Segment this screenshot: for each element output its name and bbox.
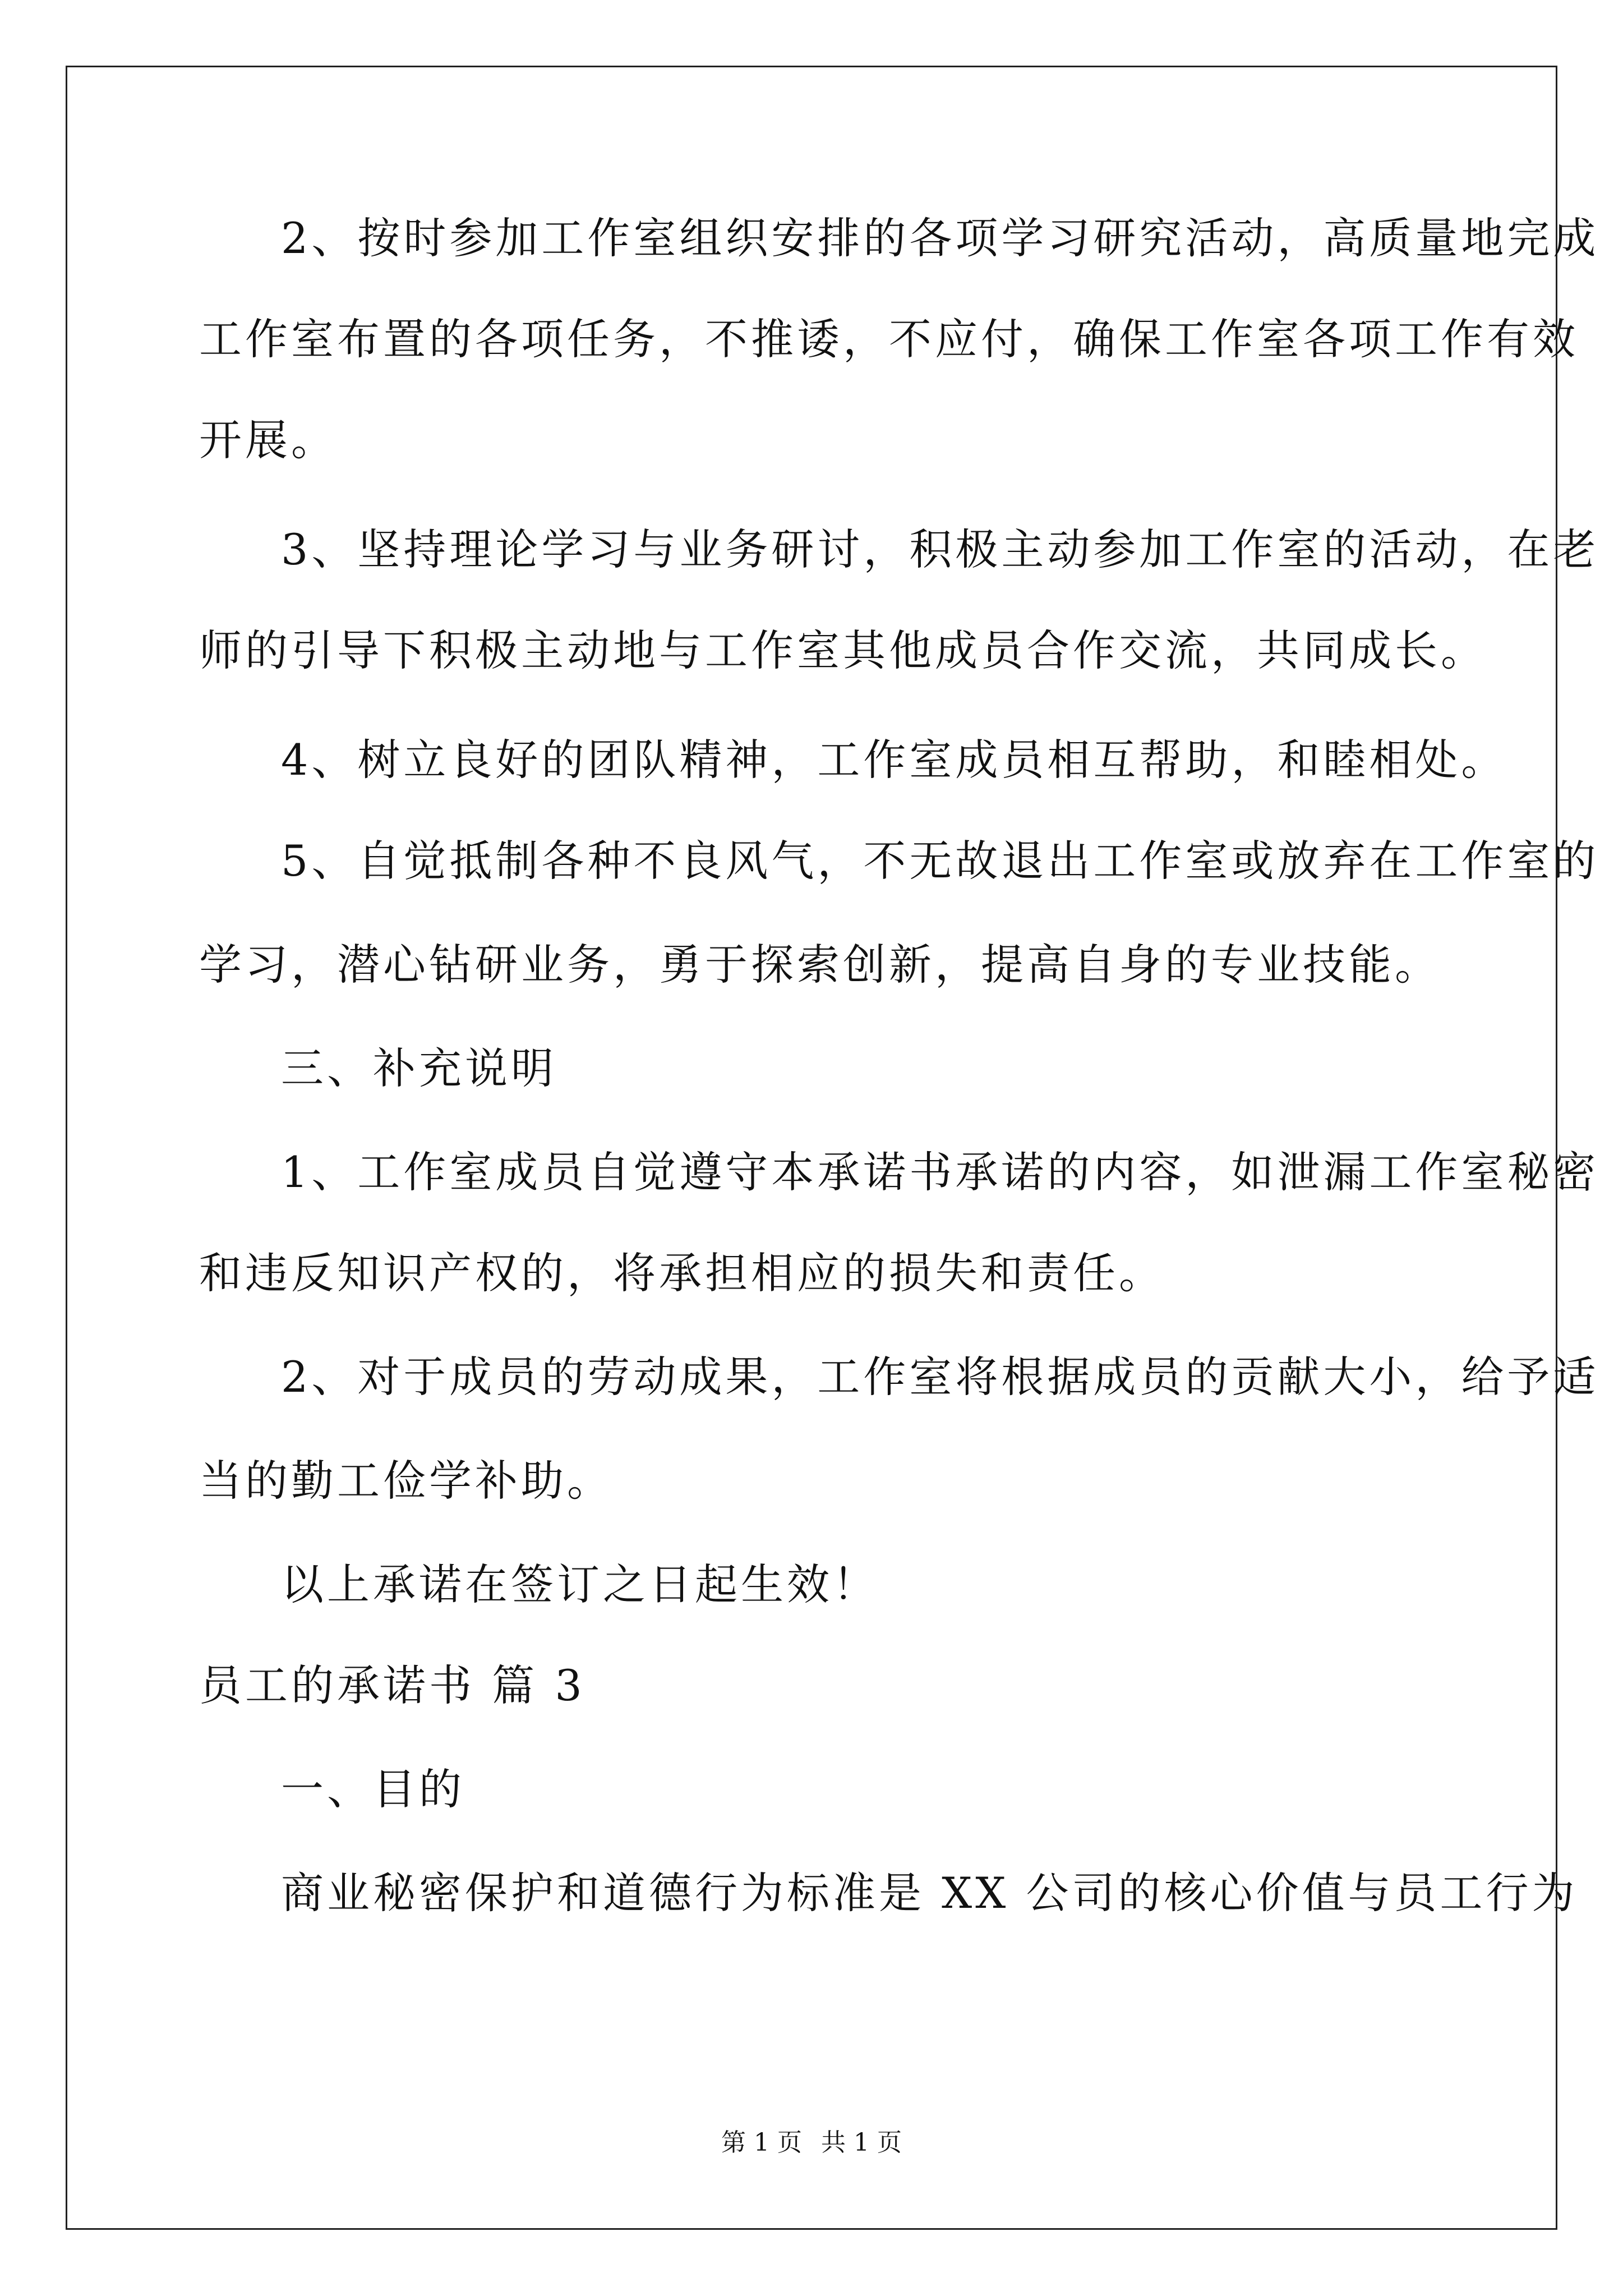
paragraph-line: 师的引导下积极主动地与工作室其他成员合作交流，共同成长。	[199, 625, 1487, 675]
paragraph-line: 4、树立良好的团队精神，工作室成员相互帮助，和睦相处。	[281, 735, 1507, 785]
paragraph-line: 2、按时参加工作室组织安排的各项学习研究活动，高质量地完成	[281, 213, 1599, 263]
paragraph-line: 以上承诺在签订之日起生效！	[281, 1559, 879, 1609]
paragraph-line: 1、工作室成员自觉遵守本承诺书承诺的内容，如泄漏工作室秘密	[281, 1147, 1599, 1197]
paragraph-line: 当的勤工俭学补助。	[199, 1456, 613, 1506]
page-footer	[0, 2126, 1623, 2160]
page-total: 共 1 页	[821, 2128, 902, 2157]
page-number: 第 1 页	[721, 2128, 802, 2157]
section-heading: 一、目的	[281, 1764, 465, 1814]
paragraph-line: 商业秘密保护和道德行为标准是 XX 公司的核心价值与员工行为	[281, 1868, 1578, 1918]
document-title: 员工的承诺书 篇 3	[199, 1660, 585, 1710]
paragraph-line: 5、自觉抵制各种不良风气，不无故退出工作室或放弃在工作室的	[281, 836, 1599, 886]
paragraph-line: 开展。	[199, 415, 337, 465]
paragraph-line: 和违反知识产权的，将承担相应的损失和责任。	[199, 1248, 1165, 1298]
paragraph-line: 学习，潜心钻研业务，勇于探索创新，提高自身的专业技能。	[199, 940, 1441, 990]
paragraph-line: 3、坚持理论学习与业务研讨，积极主动参加工作室的活动，在老	[281, 524, 1599, 574]
section-heading: 三、补充说明	[281, 1043, 557, 1093]
paragraph-line: 工作室布置的各项任务，不推诿，不应付，确保工作室各项工作有效	[199, 314, 1579, 364]
paragraph-line: 2、对于成员的劳动成果，工作室将根据成员的贡献大小，给予适	[281, 1352, 1599, 1402]
